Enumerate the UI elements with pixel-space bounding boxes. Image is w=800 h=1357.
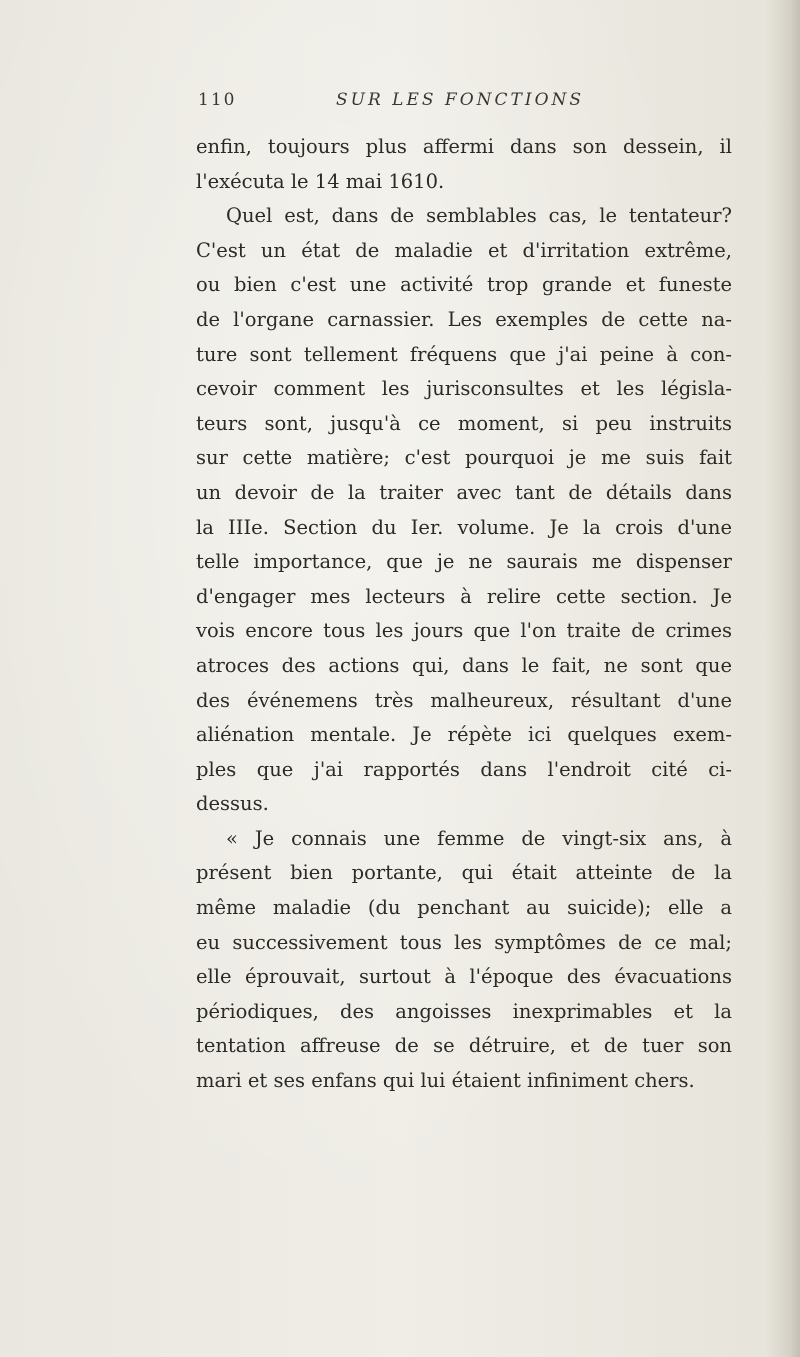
text-line: Quel est, dans de semblables cas, le tentateur? (226, 204, 732, 228)
text-line: aliénation mentale. Je répète ici quelques exem- (196, 723, 732, 747)
text-line: la IIIe. Section du Ier. volume. Je la crois d'une (196, 515, 732, 539)
text-line: l'exécuta le 14 mai 1610. (196, 169, 445, 193)
text-line: sur cette matière; c'est pourquoi je me suis fait (196, 446, 732, 470)
text-line: ture sont tellement fréquens que j'ai peine à con- (196, 342, 732, 366)
text-line: « Je connais une femme de vingt-six ans, à (226, 826, 732, 850)
running-head (198, 90, 638, 114)
text-line: de l'organe carnassier. Les exemples de cette na- (196, 307, 732, 331)
text-line: cevoir comment les jurisconsultes et les législa- (196, 377, 732, 401)
text-line: un devoir de la traiter avec tant de détails dans (196, 480, 732, 504)
text-line: tentation affreuse de se détruire, et de tuer son (196, 1034, 732, 1058)
text-line: des événemens très malheureux, résultant d'une (196, 688, 732, 712)
text-line: même maladie (du penchant au suicide); elle a (196, 896, 732, 920)
text-line: mari et ses enfans qui lui étaient infiniment chers. (196, 1069, 695, 1093)
text-line: elle éprouvait, surtout à l'époque des évacuations (196, 965, 732, 989)
page-edge-shadow (766, 0, 800, 1357)
text-line: périodiques, des angoisses inexprimables et la (196, 999, 732, 1023)
text-line: ples que j'ai rapportés dans l'endroit cité ci- (196, 757, 732, 781)
body-text (196, 130, 732, 1099)
text-line: vois encore tous les jours que l'on traite de crimes (196, 619, 732, 643)
text-line: présent bien portante, qui était atteinte de la (196, 861, 732, 885)
text-line: eu successivement tous les symptômes de ce mal; (196, 930, 732, 954)
text-line: dessus. (196, 792, 269, 816)
text-line: atroces des actions qui, dans le fait, ne sont que (196, 653, 732, 677)
text-line: C'est un état de maladie et d'irritation extrême, (196, 238, 732, 262)
page-number: 110 (198, 90, 237, 110)
text-line: d'engager mes lecteurs à relire cette section. Je (196, 584, 732, 608)
text-line: enfin, toujours plus affermi dans son dessein, il (196, 135, 732, 158)
text-line: teurs sont, jusqu'à ce moment, si peu instruits (196, 411, 732, 435)
text-line: ou bien c'est une activité trop grande et funeste (196, 273, 732, 297)
running-title: SUR LES FONCTIONS (336, 90, 585, 110)
text-line: telle importance, que je ne saurais me dispenser (196, 550, 732, 574)
